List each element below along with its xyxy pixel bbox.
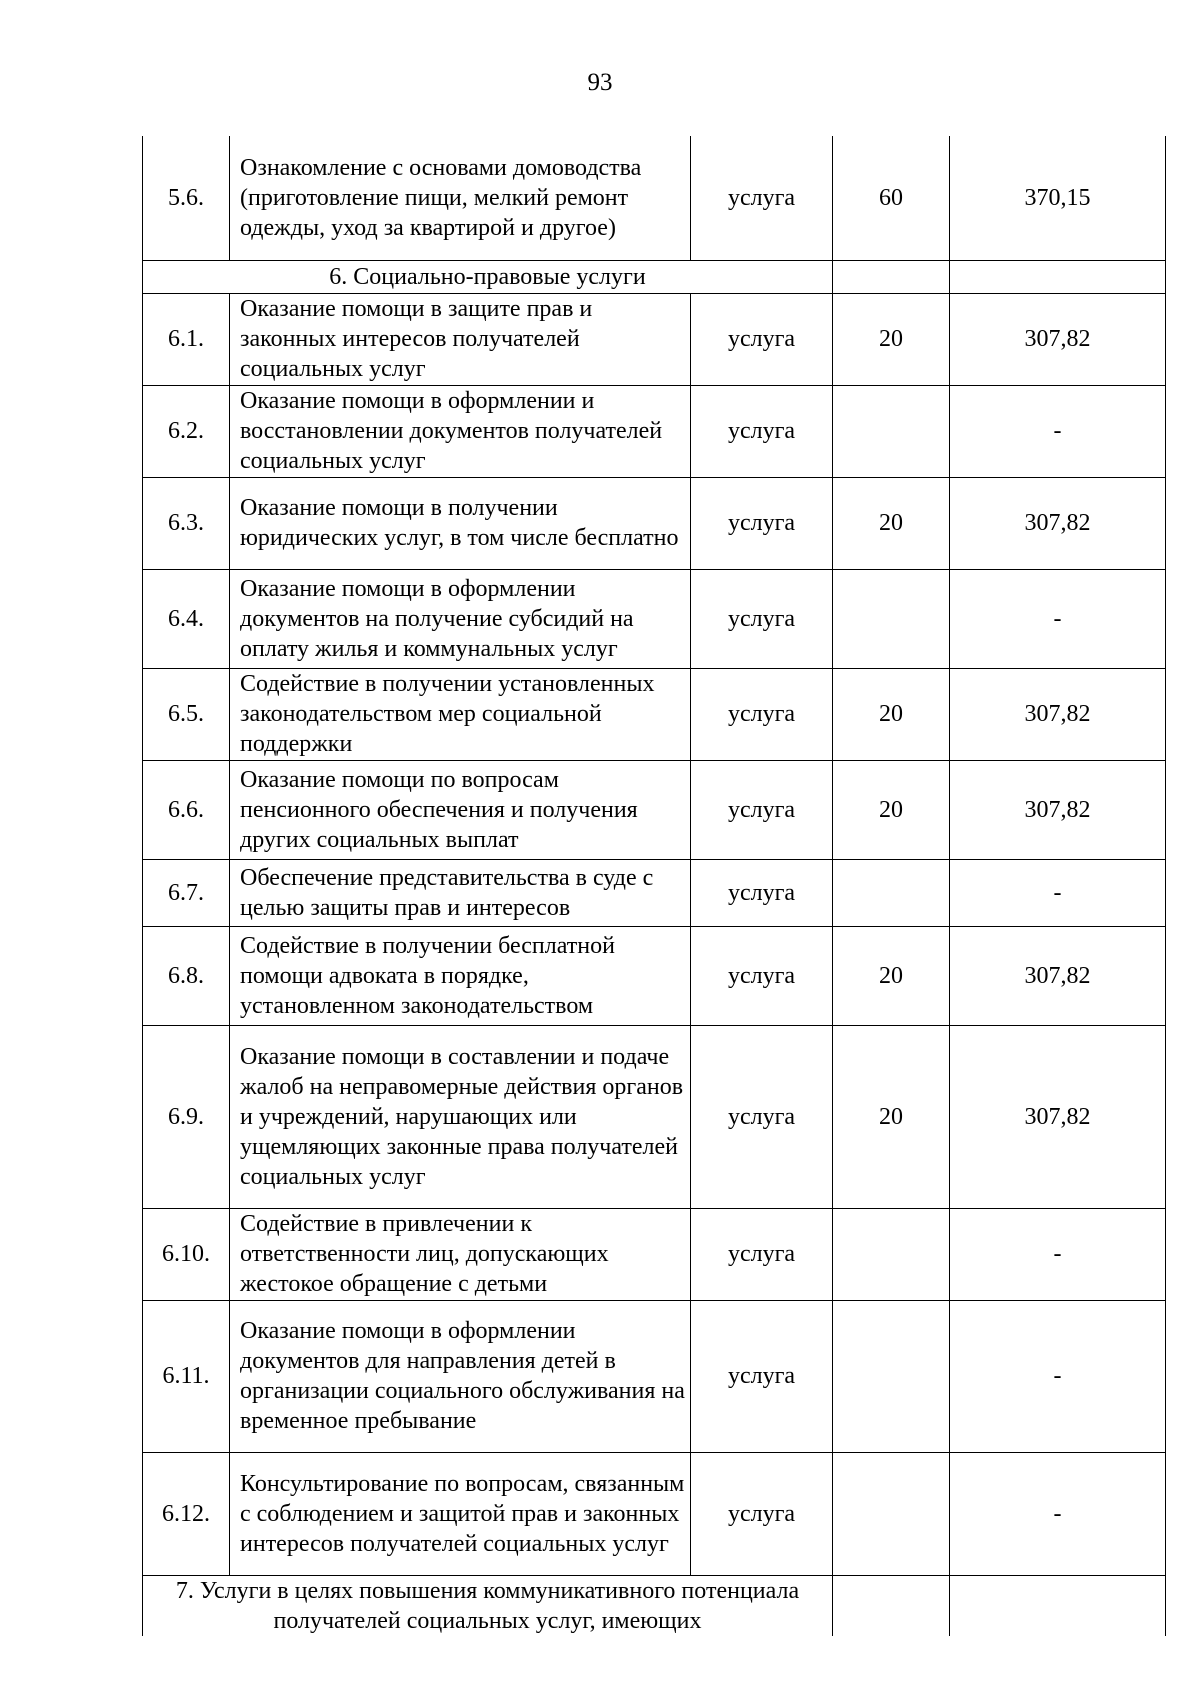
service-name: Ознакомление с основами домоводства (приготовление пищи, мелкий ремонт одежды, уход за квартирой и другое) (230, 136, 691, 260)
section-price-cell (950, 1575, 1166, 1636)
item-number: 6.7. (143, 859, 230, 926)
unit-cell: услуга (691, 760, 833, 859)
service-name: Консультирование по вопросам, связанным с соблюдением и защитой прав и законных интересов получателей социальных услуг (230, 1452, 691, 1575)
price-cell: 307,82 (950, 926, 1166, 1025)
quantity-cell (833, 859, 950, 926)
unit-cell: услуга (691, 668, 833, 760)
service-row (143, 926, 1166, 1025)
item-number: 6.10. (143, 1208, 230, 1300)
price-cell: 307,82 (950, 1025, 1166, 1208)
section-qty-cell (833, 260, 950, 293)
service-name: Оказание помощи в составлении и подаче жалоб на неправомерные действия органов и учреждений, нарушающих или ущемляющих законные права получателей социальных услуг (230, 1025, 691, 1208)
price-cell: - (950, 1300, 1166, 1452)
quantity-cell: 20 (833, 293, 950, 385)
service-row (143, 1208, 1166, 1300)
price-cell: 307,82 (950, 477, 1166, 569)
services-table (142, 136, 1166, 1636)
item-number: 6.2. (143, 385, 230, 477)
service-row (143, 136, 1166, 260)
service-name: Оказание помощи в оформлении и восстановлении документов получателей социальных услуг (230, 385, 691, 477)
item-number: 6.4. (143, 569, 230, 668)
item-number: 6.8. (143, 926, 230, 1025)
item-number: 6.6. (143, 760, 230, 859)
section-title: 6. Социально-правовые услуги (143, 260, 833, 293)
service-row (143, 668, 1166, 760)
price-cell: - (950, 569, 1166, 668)
service-name: Оказание помощи в защите прав и законных интересов получателей социальных услуг (230, 293, 691, 385)
quantity-cell (833, 1452, 950, 1575)
service-row (143, 569, 1166, 668)
service-row (143, 859, 1166, 926)
service-name: Оказание помощи по вопросам пенсионного обеспечения и получения других социальных выплат (230, 760, 691, 859)
quantity-cell: 20 (833, 668, 950, 760)
section-row (143, 260, 1166, 293)
item-number: 6.3. (143, 477, 230, 569)
unit-cell: услуга (691, 136, 833, 260)
service-row (143, 293, 1166, 385)
price-cell: - (950, 859, 1166, 926)
section-title: 7. Услуги в целях повышения коммуникативного потенциала получателей социальных услуг, имеющих (143, 1575, 833, 1636)
unit-cell: услуга (691, 926, 833, 1025)
unit-cell: услуга (691, 1208, 833, 1300)
item-number: 6.1. (143, 293, 230, 385)
service-name: Содействие в привлечении к ответственности лиц, допускающих жестокое обращение с детьми (230, 1208, 691, 1300)
quantity-cell: 20 (833, 926, 950, 1025)
unit-cell: услуга (691, 293, 833, 385)
item-number: 6.5. (143, 668, 230, 760)
quantity-cell: 20 (833, 1025, 950, 1208)
price-cell: 307,82 (950, 760, 1166, 859)
price-cell: - (950, 385, 1166, 477)
service-name: Содействие в получении бесплатной помощи адвоката в порядке, установленном законодательством (230, 926, 691, 1025)
unit-cell: услуга (691, 569, 833, 668)
price-cell: - (950, 1452, 1166, 1575)
unit-cell: услуга (691, 477, 833, 569)
service-name: Обеспечение представительства в суде с целью защиты прав и интересов (230, 859, 691, 926)
quantity-cell (833, 1208, 950, 1300)
service-row (143, 1452, 1166, 1575)
service-row (143, 1025, 1166, 1208)
unit-cell: услуга (691, 1452, 833, 1575)
quantity-cell (833, 1300, 950, 1452)
item-number: 6.12. (143, 1452, 230, 1575)
item-number: 6.11. (143, 1300, 230, 1452)
service-row (143, 477, 1166, 569)
price-cell: 307,82 (950, 293, 1166, 385)
unit-cell: услуга (691, 859, 833, 926)
section-row (143, 1575, 1166, 1636)
item-number: 6.9. (143, 1025, 230, 1208)
price-cell: 370,15 (950, 136, 1166, 260)
service-row (143, 1300, 1166, 1452)
service-row (143, 760, 1166, 859)
unit-cell: услуга (691, 385, 833, 477)
quantity-cell: 20 (833, 477, 950, 569)
page-number: 93 (587, 69, 613, 96)
price-cell: 307,82 (950, 668, 1166, 760)
service-name: Оказание помощи в получении юридических услуг, в том числе бесплатно (230, 477, 691, 569)
price-cell: - (950, 1208, 1166, 1300)
quantity-cell: 60 (833, 136, 950, 260)
service-name: Содействие в получении установленных законодательством мер социальной поддержки (230, 668, 691, 760)
service-row (143, 385, 1166, 477)
quantity-cell (833, 569, 950, 668)
quantity-cell: 20 (833, 760, 950, 859)
unit-cell: услуга (691, 1025, 833, 1208)
item-number: 5.6. (143, 136, 230, 260)
unit-cell: услуга (691, 1300, 833, 1452)
service-name: Оказание помощи в оформлении документов на получение субсидий на оплату жилья и коммунальных услуг (230, 569, 691, 668)
service-name: Оказание помощи в оформлении документов для направления детей в организации социального обслуживания на временное пребывание (230, 1300, 691, 1452)
section-qty-cell (833, 1575, 950, 1636)
section-price-cell (950, 260, 1166, 293)
quantity-cell (833, 385, 950, 477)
